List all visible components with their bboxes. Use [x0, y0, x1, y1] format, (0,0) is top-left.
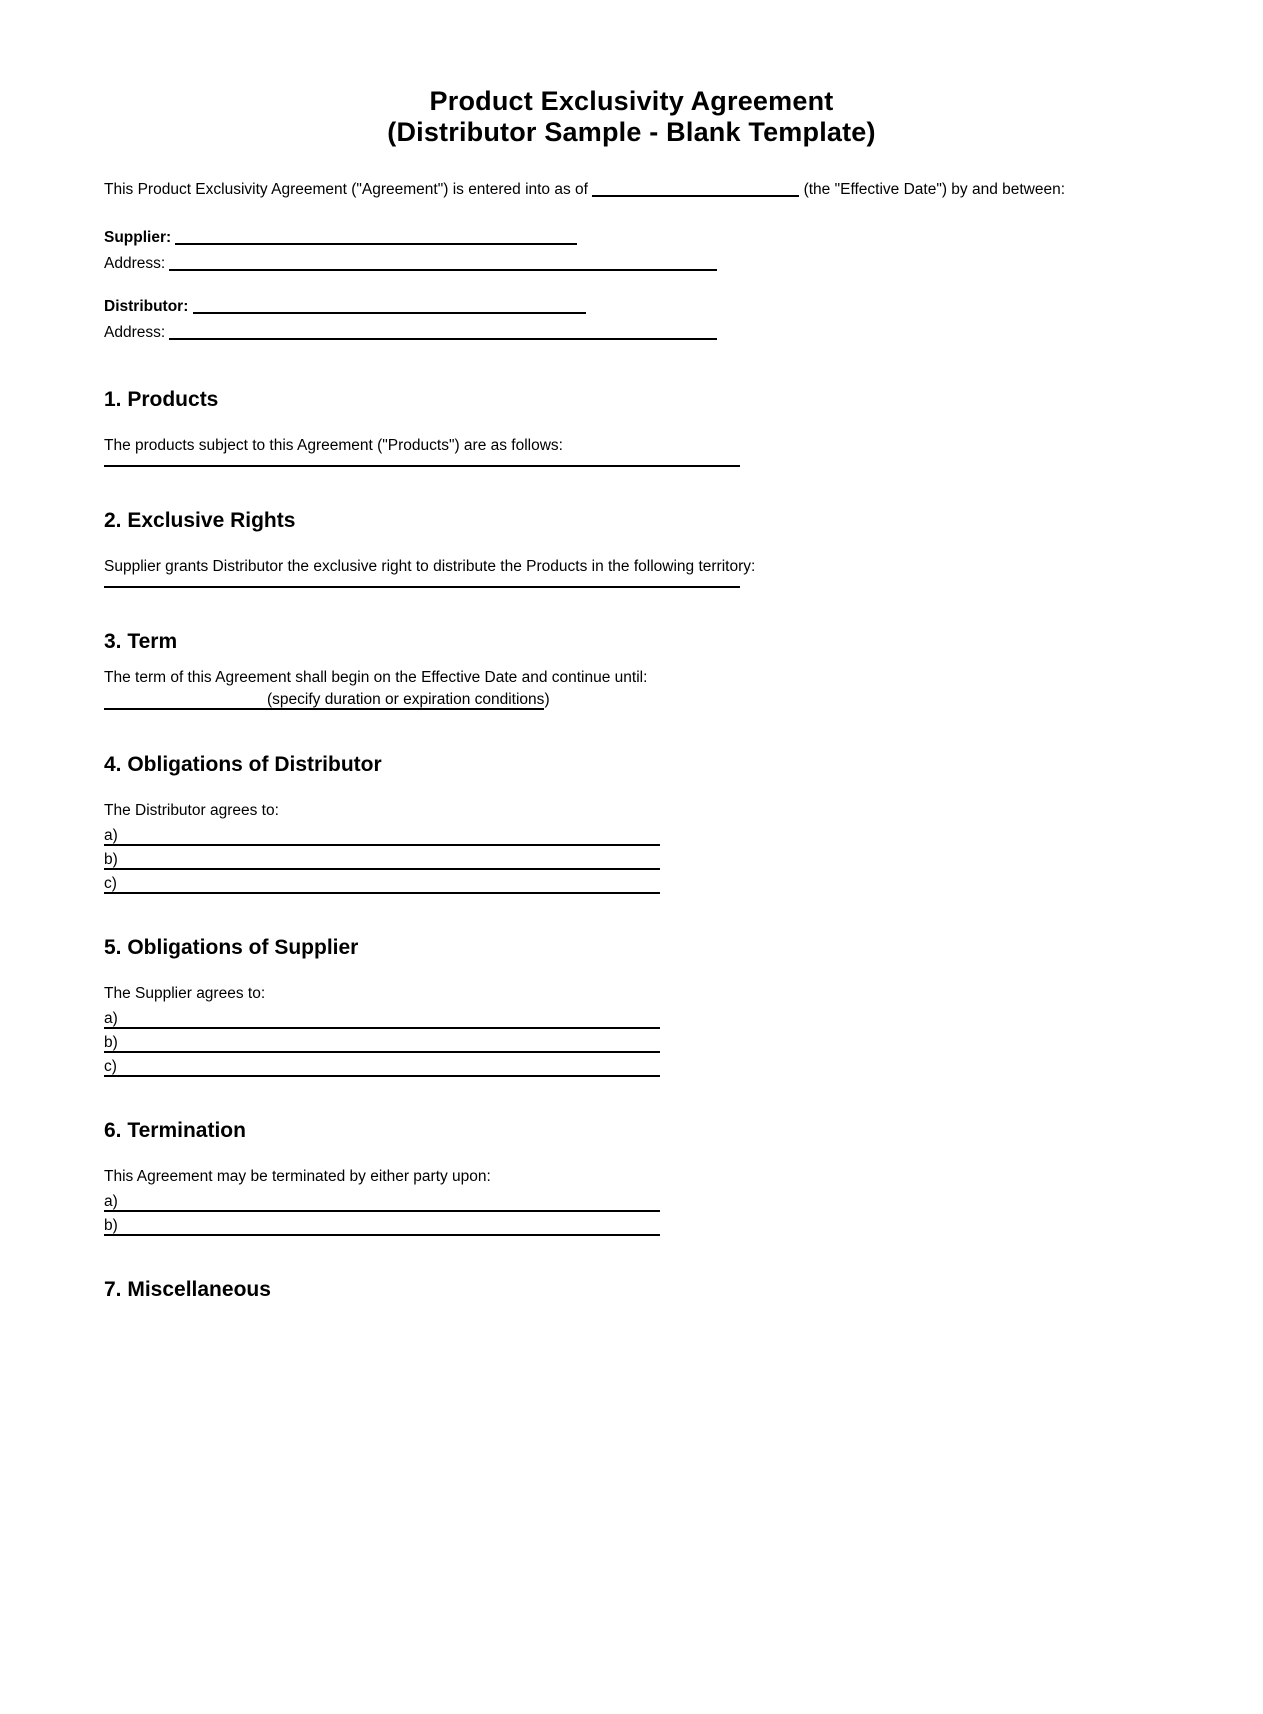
list-marker-a: a) [104, 1193, 118, 1210]
section-term-body: The term of this Agreement shall begin on the Effective Date and continue until: [104, 669, 648, 686]
section-products-heading: 1. Products [104, 388, 219, 411]
list-marker-c: c) [104, 875, 117, 892]
list-marker-b: b) [104, 851, 118, 868]
section-obligations-supplier-heading: 5. Obligations of Supplier [104, 936, 359, 959]
list-marker-c: c) [104, 1058, 117, 1075]
supplier-obligation-blank-a[interactable] [104, 1008, 660, 1029]
distributor-label: Distributor: [104, 298, 189, 315]
termination-condition-blank-a[interactable] [104, 1191, 660, 1212]
distributor-address-blank[interactable] [169, 326, 717, 340]
section-products [104, 388, 1159, 467]
products-fill-in-blank[interactable] [104, 457, 740, 467]
territory-fill-in-blank[interactable] [104, 578, 740, 588]
intro-text-after: (the "Effective Date") by and between: [803, 181, 1066, 198]
supplier-row [104, 225, 1159, 251]
distributor-obligation-blank-c[interactable] [104, 873, 660, 894]
distributor-obligation-blank-b[interactable] [104, 849, 660, 870]
distributor-address-row [104, 320, 1159, 346]
section-obligations-distributor-body: The Distributor agrees to: [104, 802, 279, 819]
document-title-line2: (Distributor Sample - Blank Template) [387, 117, 876, 147]
supplier-address-blank[interactable] [169, 257, 717, 271]
document-title [104, 86, 1159, 148]
supplier-address-row [104, 251, 1159, 277]
supplier-obligation-blank-b[interactable] [104, 1032, 660, 1053]
section-term [104, 630, 1159, 711]
distributor-address-label: Address: [104, 324, 166, 341]
distributor-block [104, 294, 1159, 346]
term-duration-blank[interactable]: (specify duration or expiration conditions [104, 691, 544, 710]
supplier-obligation-blank-c[interactable] [104, 1056, 660, 1077]
list-marker-a: a) [104, 827, 118, 844]
supplier-address-label: Address: [104, 255, 166, 272]
section-obligations-supplier-body: The Supplier agrees to: [104, 985, 266, 1002]
intro-paragraph [104, 178, 1159, 201]
supplier-block [104, 225, 1159, 277]
distributor-row [104, 294, 1159, 320]
section-exclusive-rights [104, 509, 1159, 588]
section-term-heading: 3. Term [104, 630, 178, 653]
document-title-line1: Product Exclusivity Agreement [429, 86, 834, 116]
term-note-close-paren: ) [544, 691, 550, 708]
section-obligations-distributor [104, 753, 1159, 894]
section-miscellaneous-heading: 7. Miscellaneous [104, 1278, 271, 1301]
effective-date-blank[interactable] [592, 183, 799, 197]
section-miscellaneous [104, 1278, 1159, 1302]
list-marker-b: b) [104, 1217, 118, 1234]
distributor-name-blank[interactable] [193, 300, 586, 314]
section-termination-body: This Agreement may be terminated by either party upon: [104, 1168, 491, 1185]
section-exclusive-rights-body: Supplier grants Distributor the exclusive right to distribute the Products in the following territory: [104, 558, 756, 575]
list-marker-a: a) [104, 1010, 118, 1027]
distributor-obligation-blank-a[interactable] [104, 825, 660, 846]
supplier-label: Supplier: [104, 229, 172, 246]
section-exclusive-rights-heading: 2. Exclusive Rights [104, 509, 296, 532]
section-products-body: The products subject to this Agreement ("Products") are as follows: [104, 437, 563, 454]
list-marker-b: b) [104, 1034, 118, 1051]
section-termination-heading: 6. Termination [104, 1119, 246, 1142]
supplier-name-blank[interactable] [175, 231, 577, 245]
term-fill-in-row [104, 689, 1159, 711]
section-termination [104, 1119, 1159, 1236]
termination-condition-blank-b[interactable] [104, 1215, 660, 1236]
intro-text-before: This Product Exclusivity Agreement ("Agreement") is entered into as of [104, 181, 588, 198]
section-obligations-supplier [104, 936, 1159, 1077]
section-obligations-distributor-heading: 4. Obligations of Distributor [104, 753, 382, 776]
